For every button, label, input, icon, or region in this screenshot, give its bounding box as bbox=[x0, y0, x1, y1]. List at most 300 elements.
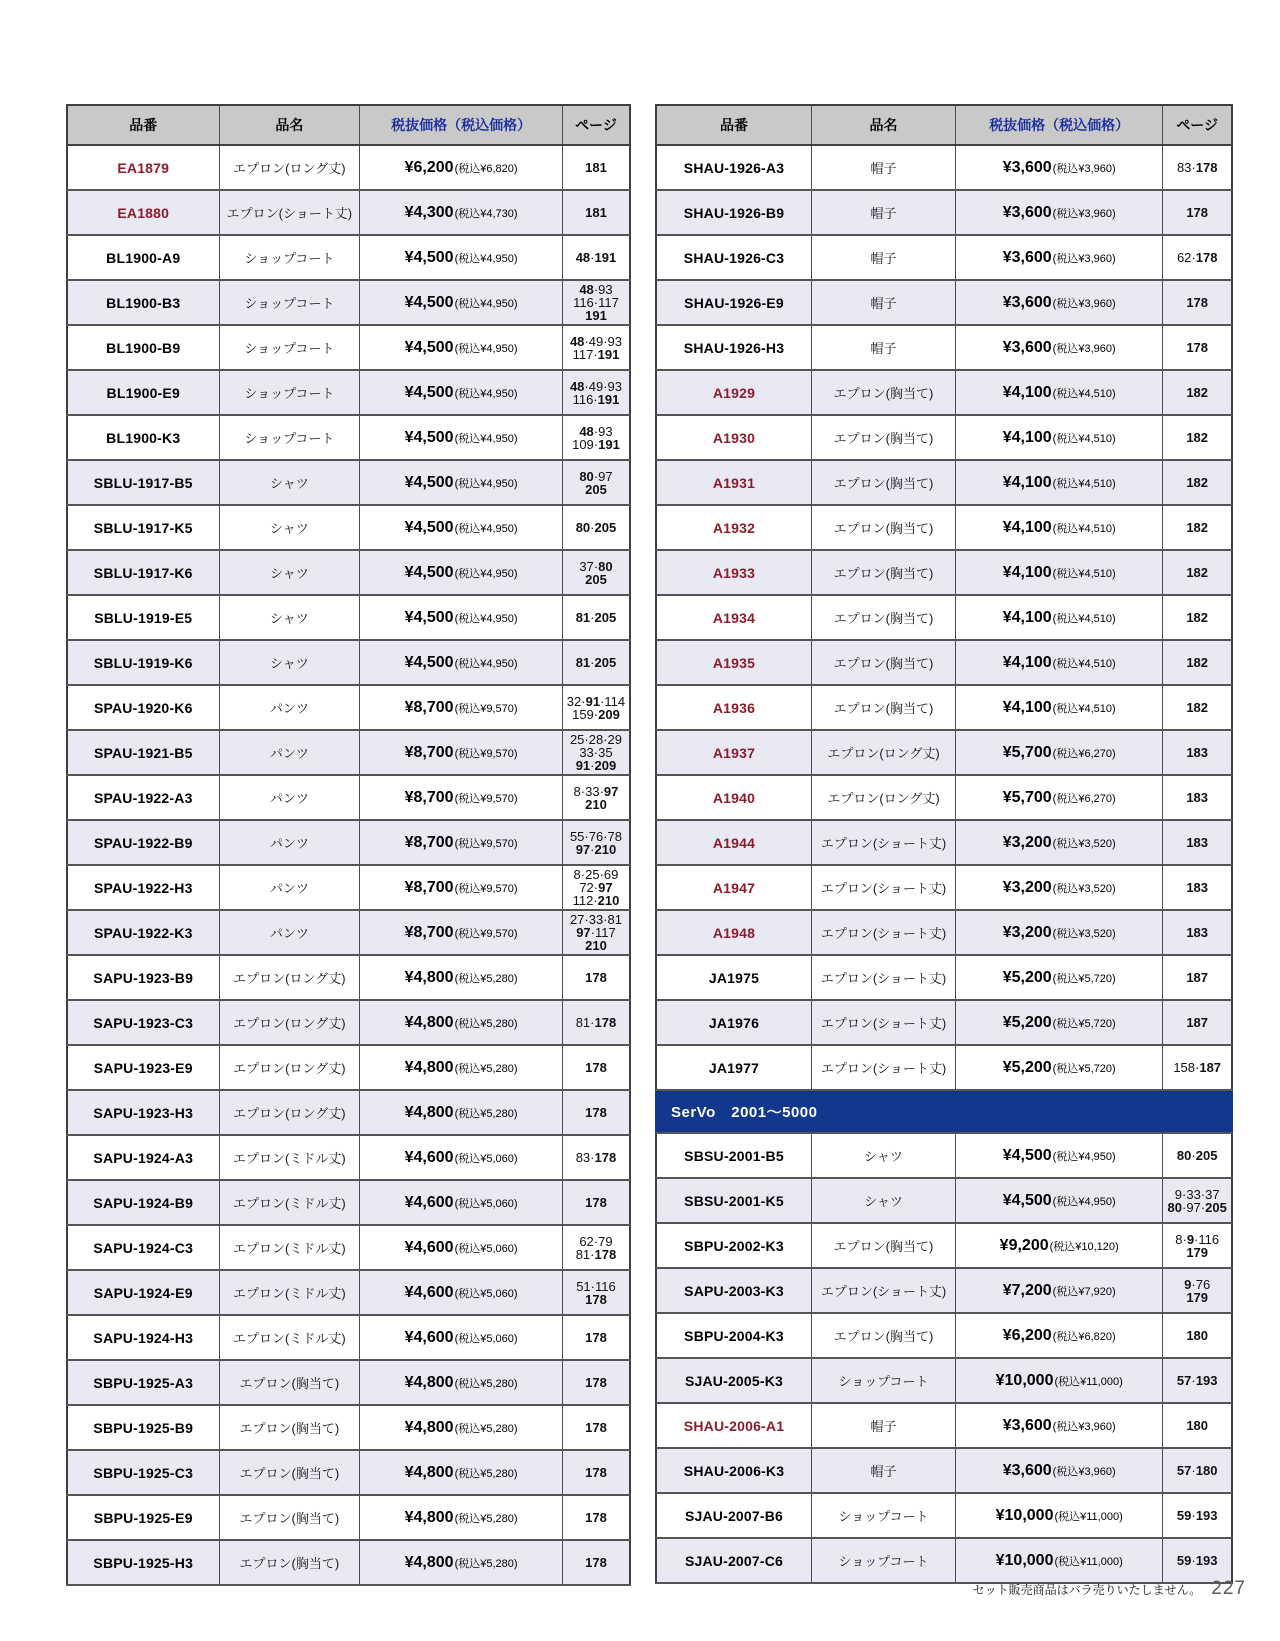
product-code: SAPU-2003-K3 bbox=[656, 1268, 812, 1313]
table-row bbox=[67, 775, 630, 820]
product-name: エプロン(胸当て) bbox=[812, 460, 956, 505]
table-row bbox=[656, 640, 1232, 685]
product-name: シャツ bbox=[219, 550, 360, 595]
product-pages: 158·187 bbox=[1163, 1045, 1232, 1090]
product-price bbox=[956, 550, 1163, 595]
product-price bbox=[956, 1493, 1163, 1538]
price-excl-tax: ¥4,600 bbox=[404, 1238, 454, 1256]
product-name: エプロン(ミドル丈) bbox=[219, 1225, 360, 1270]
price-incl-tax: (税込¥4,950) bbox=[454, 522, 518, 535]
product-code: SAPU-1923-B9 bbox=[67, 955, 219, 1000]
table-row bbox=[656, 820, 1232, 865]
table-row bbox=[67, 550, 630, 595]
product-code: SAPU-1924-H3 bbox=[67, 1315, 219, 1360]
table-row bbox=[656, 190, 1232, 235]
price-excl-tax: ¥8,700 bbox=[404, 743, 454, 761]
product-price bbox=[956, 910, 1163, 955]
product-name: エプロン(胸当て) bbox=[812, 415, 956, 460]
price-incl-tax: (税込¥4,950) bbox=[454, 297, 518, 310]
price-excl-tax: ¥5,700 bbox=[1002, 788, 1052, 806]
product-pages: 180 bbox=[1163, 1313, 1232, 1358]
table-row bbox=[67, 1495, 630, 1540]
price-excl-tax: ¥4,600 bbox=[404, 1193, 454, 1211]
price-excl-tax: ¥4,500 bbox=[404, 563, 454, 581]
product-pages: 178 bbox=[1163, 325, 1232, 370]
product-pages: 180 bbox=[1163, 1403, 1232, 1448]
product-pages: 8·25·69 72·97 112·210 bbox=[562, 865, 630, 910]
table-row bbox=[656, 1268, 1232, 1313]
table-row bbox=[656, 685, 1232, 730]
product-code: SAPU-1924-E9 bbox=[67, 1270, 219, 1315]
product-name: エプロン(ショート丈) bbox=[812, 820, 956, 865]
product-pages: 9·33·37 80·97·205 bbox=[1163, 1178, 1232, 1223]
product-code: A1936 bbox=[656, 685, 812, 730]
product-code: SAPU-1924-C3 bbox=[67, 1225, 219, 1270]
price-incl-tax: (税込¥3,960) bbox=[1052, 207, 1116, 220]
product-price bbox=[360, 325, 563, 370]
table-row bbox=[67, 1315, 630, 1360]
product-code: SBPU-1925-B9 bbox=[67, 1405, 219, 1450]
table-row bbox=[656, 1493, 1232, 1538]
price-excl-tax: ¥3,600 bbox=[1002, 248, 1052, 266]
price-excl-tax: ¥4,100 bbox=[1002, 608, 1052, 626]
price-incl-tax: (税込¥5,060) bbox=[454, 1287, 518, 1300]
price-incl-tax: (税込¥4,950) bbox=[454, 387, 518, 400]
product-code: SAPU-1923-H3 bbox=[67, 1090, 219, 1135]
product-name: シャツ bbox=[812, 1178, 956, 1223]
price-excl-tax: ¥4,800 bbox=[404, 1463, 454, 1481]
product-price bbox=[360, 370, 563, 415]
product-name: パンツ bbox=[219, 910, 360, 955]
table-row bbox=[67, 595, 630, 640]
price-excl-tax: ¥4,500 bbox=[404, 293, 454, 311]
table-row bbox=[656, 505, 1232, 550]
product-name: エプロン(ショート丈) bbox=[812, 910, 956, 955]
product-price bbox=[360, 955, 563, 1000]
price-excl-tax: ¥10,000 bbox=[995, 1371, 1054, 1389]
price-excl-tax: ¥5,200 bbox=[1002, 1058, 1052, 1076]
table-row bbox=[656, 1178, 1232, 1223]
product-pages: 178 bbox=[562, 955, 630, 1000]
price-incl-tax: (税込¥4,950) bbox=[454, 657, 518, 670]
column-header-code: 品番 bbox=[656, 105, 812, 145]
product-name: 帽子 bbox=[812, 235, 956, 280]
product-pages: 178 bbox=[562, 1495, 630, 1540]
product-price bbox=[360, 775, 563, 820]
product-code: A1937 bbox=[656, 730, 812, 775]
product-name: エプロン(ミドル丈) bbox=[219, 1135, 360, 1180]
product-pages: 182 bbox=[1163, 370, 1232, 415]
product-code: SJAU-2005-K3 bbox=[656, 1358, 812, 1403]
product-pages: 178 bbox=[562, 1360, 630, 1405]
table-row bbox=[67, 1090, 630, 1135]
table-row bbox=[67, 955, 630, 1000]
table-row bbox=[656, 145, 1232, 190]
price-excl-tax: ¥3,600 bbox=[1002, 1416, 1052, 1434]
section-title: SerVo 2001～5000 bbox=[656, 1090, 1232, 1133]
price-incl-tax: (税込¥5,280) bbox=[454, 1377, 518, 1390]
product-pages: 37·80 205 bbox=[562, 550, 630, 595]
price-excl-tax: ¥6,200 bbox=[404, 158, 454, 176]
product-name: エプロン(ロング丈) bbox=[219, 145, 360, 190]
product-code: A1947 bbox=[656, 865, 812, 910]
table-row bbox=[656, 910, 1232, 955]
product-name: ショップコート bbox=[219, 235, 360, 280]
price-incl-tax: (税込¥9,570) bbox=[454, 747, 518, 760]
product-price bbox=[956, 1178, 1163, 1223]
table-row bbox=[67, 1450, 630, 1495]
price-incl-tax: (税込¥3,960) bbox=[1052, 252, 1116, 265]
product-code: SHAU-2006-A1 bbox=[656, 1403, 812, 1448]
product-pages: 62·79 81·178 bbox=[562, 1225, 630, 1270]
product-pages: 80·205 bbox=[562, 505, 630, 550]
column-header-name: 品名 bbox=[812, 105, 956, 145]
price-incl-tax: (税込¥4,950) bbox=[454, 342, 518, 355]
product-price bbox=[360, 1045, 563, 1090]
price-excl-tax: ¥4,600 bbox=[404, 1148, 454, 1166]
product-pages: 81·178 bbox=[562, 1000, 630, 1045]
product-name: エプロン(ショート丈) bbox=[219, 190, 360, 235]
product-price bbox=[956, 370, 1163, 415]
product-pages: 83·178 bbox=[1163, 145, 1232, 190]
table-row bbox=[656, 460, 1232, 505]
product-name: エプロン(ロング丈) bbox=[812, 730, 956, 775]
price-incl-tax: (税込¥9,570) bbox=[454, 882, 518, 895]
price-incl-tax: (税込¥5,280) bbox=[454, 1062, 518, 1075]
product-price bbox=[360, 730, 563, 775]
price-excl-tax: ¥3,600 bbox=[1002, 158, 1052, 176]
product-name: 帽子 bbox=[812, 190, 956, 235]
product-price bbox=[360, 1000, 563, 1045]
table-row bbox=[67, 640, 630, 685]
product-name: 帽子 bbox=[812, 325, 956, 370]
table-row bbox=[67, 280, 630, 325]
price-excl-tax: ¥3,200 bbox=[1002, 833, 1052, 851]
product-code: EA1879 bbox=[67, 145, 219, 190]
product-pages: 182 bbox=[1163, 685, 1232, 730]
table-row bbox=[656, 235, 1232, 280]
product-code: EA1880 bbox=[67, 190, 219, 235]
product-name: エプロン(胸当て) bbox=[219, 1405, 360, 1450]
price-incl-tax: (税込¥4,510) bbox=[1052, 477, 1116, 490]
price-incl-tax: (税込¥4,950) bbox=[454, 612, 518, 625]
table-row bbox=[656, 325, 1232, 370]
product-name: エプロン(胸当て) bbox=[812, 370, 956, 415]
product-name: エプロン(ロング丈) bbox=[219, 955, 360, 1000]
price-excl-tax: ¥4,100 bbox=[1002, 698, 1052, 716]
product-price bbox=[360, 190, 563, 235]
table-row bbox=[67, 460, 630, 505]
product-name: ショップコート bbox=[812, 1538, 956, 1583]
product-price bbox=[360, 1180, 563, 1225]
product-price bbox=[360, 145, 563, 190]
product-name: シャツ bbox=[219, 460, 360, 505]
price-incl-tax: (税込¥6,820) bbox=[1052, 1330, 1116, 1343]
product-pages: 183 bbox=[1163, 730, 1232, 775]
product-price bbox=[956, 1000, 1163, 1045]
product-price bbox=[360, 1495, 563, 1540]
product-code: SJAU-2007-B6 bbox=[656, 1493, 812, 1538]
product-code: SJAU-2007-C6 bbox=[656, 1538, 812, 1583]
page-footer bbox=[973, 1578, 1246, 1600]
column-header-page: ページ bbox=[1163, 105, 1232, 145]
product-price bbox=[360, 1090, 563, 1135]
product-name: エプロン(ショート丈) bbox=[812, 1000, 956, 1045]
product-pages: 181 bbox=[562, 145, 630, 190]
price-excl-tax: ¥4,500 bbox=[404, 248, 454, 266]
product-name: シャツ bbox=[219, 505, 360, 550]
price-incl-tax: (税込¥5,720) bbox=[1052, 1017, 1116, 1030]
table-row bbox=[656, 1448, 1232, 1493]
product-pages: 80·205 bbox=[1163, 1133, 1232, 1178]
price-excl-tax: ¥8,700 bbox=[404, 923, 454, 941]
price-excl-tax: ¥4,100 bbox=[1002, 653, 1052, 671]
product-pages: 178 bbox=[562, 1315, 630, 1360]
product-code: A1931 bbox=[656, 460, 812, 505]
table-row bbox=[67, 1225, 630, 1270]
table-row bbox=[656, 280, 1232, 325]
product-pages: 25·28·29 33·35 91·209 bbox=[562, 730, 630, 775]
price-incl-tax: (税込¥3,520) bbox=[1052, 882, 1116, 895]
table-row bbox=[656, 595, 1232, 640]
product-price bbox=[956, 1268, 1163, 1313]
product-name: ショップコート bbox=[219, 415, 360, 460]
product-code: SAPU-1923-E9 bbox=[67, 1045, 219, 1090]
product-name: エプロン(胸当て) bbox=[219, 1540, 360, 1585]
product-pages: 183 bbox=[1163, 775, 1232, 820]
product-code: BL1900-A9 bbox=[67, 235, 219, 280]
price-excl-tax: ¥4,500 bbox=[404, 653, 454, 671]
price-excl-tax: ¥4,800 bbox=[404, 1103, 454, 1121]
product-code: SAPU-1923-C3 bbox=[67, 1000, 219, 1045]
product-code: SBSU-2001-K5 bbox=[656, 1178, 812, 1223]
product-code: SBLU-1919-E5 bbox=[67, 595, 219, 640]
product-pages: 182 bbox=[1163, 460, 1232, 505]
table-row bbox=[67, 1405, 630, 1450]
product-name: パンツ bbox=[219, 730, 360, 775]
product-price bbox=[956, 1538, 1163, 1583]
price-incl-tax: (税込¥4,510) bbox=[1052, 567, 1116, 580]
product-name: エプロン(ロング丈) bbox=[219, 1000, 360, 1045]
product-price bbox=[360, 1135, 563, 1180]
product-code: A1933 bbox=[656, 550, 812, 595]
product-code: A1929 bbox=[656, 370, 812, 415]
product-price bbox=[956, 640, 1163, 685]
price-excl-tax: ¥6,200 bbox=[1002, 1326, 1052, 1344]
product-pages: 178 bbox=[562, 1090, 630, 1135]
price-incl-tax: (税込¥5,060) bbox=[454, 1332, 518, 1345]
price-excl-tax: ¥4,800 bbox=[404, 1013, 454, 1031]
table-row bbox=[656, 1403, 1232, 1448]
price-excl-tax: ¥5,700 bbox=[1002, 743, 1052, 761]
product-price bbox=[360, 685, 563, 730]
price-incl-tax: (税込¥4,950) bbox=[454, 567, 518, 580]
price-incl-tax: (税込¥5,280) bbox=[454, 1422, 518, 1435]
product-pages: 57·193 bbox=[1163, 1358, 1232, 1403]
price-excl-tax: ¥8,700 bbox=[404, 698, 454, 716]
product-price bbox=[360, 910, 563, 955]
product-name: エプロン(胸当て) bbox=[812, 1223, 956, 1268]
product-pages: 8·9·116 179 bbox=[1163, 1223, 1232, 1268]
product-pages: 27·33·81 97·117 210 bbox=[562, 910, 630, 955]
table-row bbox=[656, 955, 1232, 1000]
product-price bbox=[956, 775, 1163, 820]
table-row bbox=[656, 550, 1232, 595]
product-name: エプロン(ミドル丈) bbox=[219, 1315, 360, 1360]
product-code: SHAU-2006-K3 bbox=[656, 1448, 812, 1493]
product-price bbox=[360, 1450, 563, 1495]
product-price bbox=[956, 955, 1163, 1000]
price-excl-tax: ¥4,500 bbox=[404, 608, 454, 626]
table-header-row bbox=[67, 105, 630, 145]
price-incl-tax: (税込¥7,920) bbox=[1052, 1285, 1116, 1298]
product-pages: 178 bbox=[562, 1180, 630, 1225]
table-row bbox=[656, 1313, 1232, 1358]
table-row bbox=[67, 910, 630, 955]
table-row bbox=[67, 1360, 630, 1405]
product-code: SBLU-1917-B5 bbox=[67, 460, 219, 505]
product-price bbox=[956, 730, 1163, 775]
product-name: エプロン(胸当て) bbox=[219, 1360, 360, 1405]
footer-note: セット販売商品はバラ売りいたしません。 bbox=[972, 1582, 1202, 1597]
product-pages: 80·97 205 bbox=[562, 460, 630, 505]
product-code: SBPU-1925-A3 bbox=[67, 1360, 219, 1405]
product-pages: 178 bbox=[1163, 190, 1232, 235]
product-price bbox=[360, 640, 563, 685]
price-incl-tax: (税込¥5,280) bbox=[454, 1107, 518, 1120]
product-code: A1948 bbox=[656, 910, 812, 955]
product-price bbox=[956, 145, 1163, 190]
product-code: SBPU-2002-K3 bbox=[656, 1223, 812, 1268]
price-excl-tax: ¥4,500 bbox=[404, 383, 454, 401]
product-code: A1940 bbox=[656, 775, 812, 820]
price-incl-tax: (税込¥4,510) bbox=[1052, 387, 1116, 400]
price-incl-tax: (税込¥4,950) bbox=[454, 252, 518, 265]
product-code: SAPU-1924-B9 bbox=[67, 1180, 219, 1225]
price-incl-tax: (税込¥3,520) bbox=[1052, 927, 1116, 940]
product-code: SHAU-1926-A3 bbox=[656, 145, 812, 190]
price-excl-tax: ¥4,800 bbox=[404, 1553, 454, 1571]
product-pages: 182 bbox=[1163, 595, 1232, 640]
price-excl-tax: ¥4,800 bbox=[404, 1508, 454, 1526]
product-code: SHAU-1926-E9 bbox=[656, 280, 812, 325]
product-pages: 178 bbox=[562, 1405, 630, 1450]
product-pages: 59·193 bbox=[1163, 1493, 1232, 1538]
price-incl-tax: (税込¥4,950) bbox=[454, 477, 518, 490]
product-price bbox=[360, 460, 563, 505]
product-price bbox=[360, 865, 563, 910]
product-code: BL1900-E9 bbox=[67, 370, 219, 415]
table-row bbox=[656, 1358, 1232, 1403]
product-pages: 182 bbox=[1163, 415, 1232, 460]
product-code: BL1900-B9 bbox=[67, 325, 219, 370]
price-incl-tax: (税込¥4,950) bbox=[1052, 1195, 1116, 1208]
product-name: エプロン(胸当て) bbox=[219, 1450, 360, 1495]
product-price bbox=[956, 1223, 1163, 1268]
price-incl-tax: (税込¥5,280) bbox=[454, 1017, 518, 1030]
price-incl-tax: (税込¥6,270) bbox=[1052, 747, 1116, 760]
product-code: SAPU-1924-A3 bbox=[67, 1135, 219, 1180]
product-price bbox=[956, 1045, 1163, 1090]
product-code: SBPU-1925-E9 bbox=[67, 1495, 219, 1540]
table-row bbox=[67, 685, 630, 730]
price-excl-tax: ¥4,100 bbox=[1002, 473, 1052, 491]
table-row bbox=[656, 370, 1232, 415]
product-code: SBSU-2001-B5 bbox=[656, 1133, 812, 1178]
product-price bbox=[956, 1133, 1163, 1178]
price-excl-tax: ¥4,500 bbox=[404, 428, 454, 446]
column-header-page: ページ bbox=[562, 105, 630, 145]
product-name: ショップコート bbox=[812, 1493, 956, 1538]
product-price bbox=[956, 1358, 1163, 1403]
product-pages: 51·116 178 bbox=[562, 1270, 630, 1315]
product-price bbox=[360, 1270, 563, 1315]
price-incl-tax: (税込¥5,280) bbox=[454, 972, 518, 985]
product-pages: 81·205 bbox=[562, 640, 630, 685]
price-excl-tax: ¥4,500 bbox=[404, 473, 454, 491]
price-excl-tax: ¥4,100 bbox=[1002, 383, 1052, 401]
product-price bbox=[360, 550, 563, 595]
product-name: 帽子 bbox=[812, 1403, 956, 1448]
product-code: A1934 bbox=[656, 595, 812, 640]
table-header-row bbox=[656, 105, 1232, 145]
price-excl-tax: ¥8,700 bbox=[404, 878, 454, 896]
table-row bbox=[656, 865, 1232, 910]
product-price bbox=[360, 235, 563, 280]
price-incl-tax: (税込¥5,720) bbox=[1052, 972, 1116, 985]
product-name: パンツ bbox=[219, 820, 360, 865]
product-name: エプロン(ロング丈) bbox=[219, 1090, 360, 1135]
price-table-right bbox=[655, 104, 1233, 1584]
product-pages: 62·178 bbox=[1163, 235, 1232, 280]
table-row bbox=[67, 235, 630, 280]
product-code: SPAU-1922-A3 bbox=[67, 775, 219, 820]
product-code: SPAU-1922-B9 bbox=[67, 820, 219, 865]
price-incl-tax: (税込¥5,060) bbox=[454, 1242, 518, 1255]
price-excl-tax: ¥10,000 bbox=[995, 1506, 1054, 1524]
table-row bbox=[656, 1133, 1232, 1178]
table-row bbox=[656, 415, 1232, 460]
product-name: エプロン(胸当て) bbox=[812, 550, 956, 595]
product-name: 帽子 bbox=[812, 145, 956, 190]
product-pages: 181 bbox=[562, 190, 630, 235]
price-incl-tax: (税込¥4,730) bbox=[454, 207, 518, 220]
product-name: パンツ bbox=[219, 775, 360, 820]
product-price bbox=[956, 595, 1163, 640]
product-pages: 57·180 bbox=[1163, 1448, 1232, 1493]
product-name: エプロン(胸当て) bbox=[812, 685, 956, 730]
product-pages: 178 bbox=[562, 1045, 630, 1090]
product-price bbox=[956, 1403, 1163, 1448]
product-pages: 9·76 179 bbox=[1163, 1268, 1232, 1313]
price-excl-tax: ¥4,100 bbox=[1002, 428, 1052, 446]
price-incl-tax: (税込¥3,960) bbox=[1052, 1420, 1116, 1433]
product-name: エプロン(ショート丈) bbox=[812, 865, 956, 910]
product-name: エプロン(ロング丈) bbox=[812, 775, 956, 820]
product-price bbox=[956, 685, 1163, 730]
product-price bbox=[360, 505, 563, 550]
price-incl-tax: (税込¥5,060) bbox=[454, 1197, 518, 1210]
product-price bbox=[360, 1360, 563, 1405]
product-price bbox=[360, 1315, 563, 1360]
product-price bbox=[956, 460, 1163, 505]
price-incl-tax: (税込¥9,570) bbox=[454, 792, 518, 805]
product-name: シャツ bbox=[219, 595, 360, 640]
product-name: エプロン(胸当て) bbox=[812, 505, 956, 550]
price-excl-tax: ¥10,000 bbox=[995, 1551, 1054, 1569]
product-price bbox=[360, 1540, 563, 1585]
price-incl-tax: (税込¥5,280) bbox=[454, 1557, 518, 1570]
